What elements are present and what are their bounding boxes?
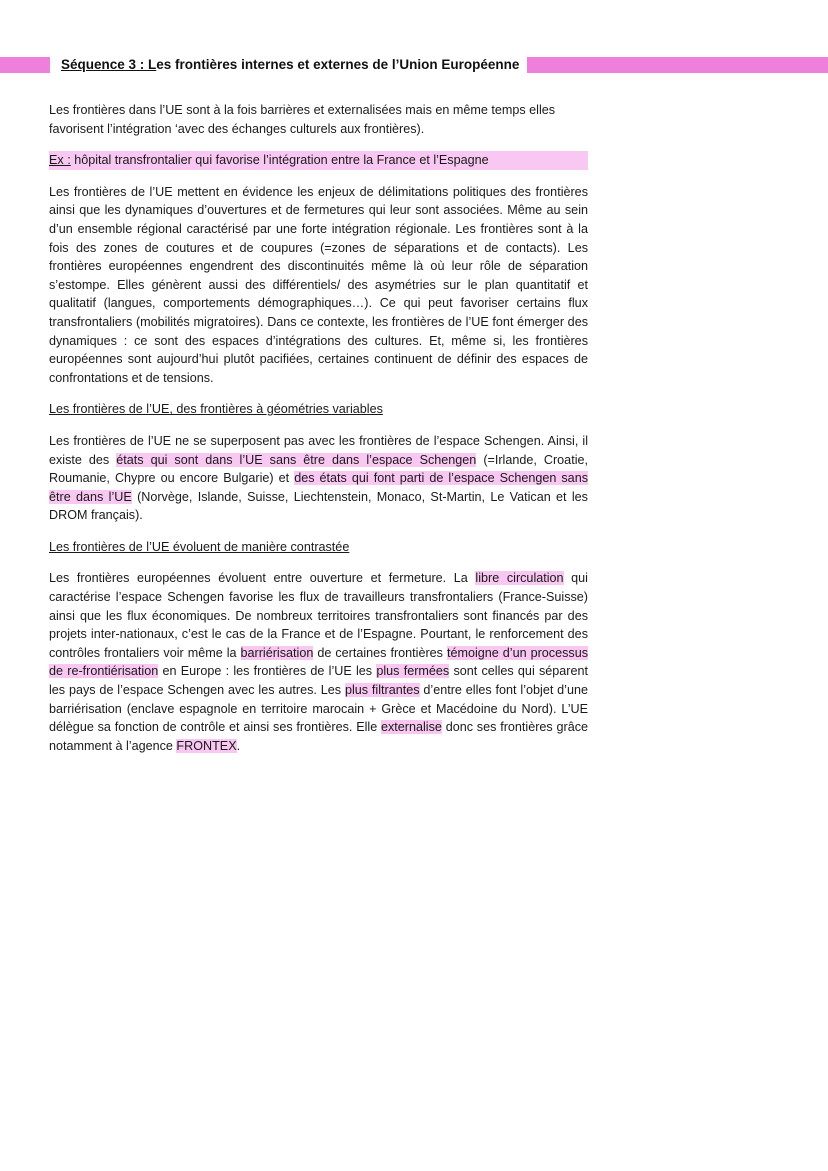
section2-text: d’entre elles font l’objet d’une barriérisation (enclave espagnole en territoire marocain + Grèce et Macédoine du Nord). L’UE délègue sa fonction de contrôle et ainsi ses frontières. Elle	[49, 683, 588, 735]
section2-text: en Europe : les frontières de l’UE les	[158, 664, 377, 679]
example-line	[49, 151, 588, 170]
section2-heading: Les frontières de l’UE évoluent de manière contrastée	[49, 539, 350, 554]
section1-paragraph	[49, 432, 588, 525]
paragraph-frontiers: Les frontières de l’UE mettent en évidence les enjeux de délimitations politiques des frontières ainsi que les dynamiques d’ouvertures et de fermetures qui leur sont associées. Même au sein d’un ensemble régional caractérisé par une forte intégration régionale. Les frontières sont à la fois des zones de coutures et de coupures (=zones de séparations et de contacts). Les frontières européennes engendrent des discontinuités même là où leur rôle de séparation s’estompe. Elles génèrent aussi des différentiels/ des asymétries sur le plan quantitatif et qualitatif (langues, comportements démographiques…). Ce qui peut favoriser certains flux transfrontaliers (mobilités migratoires). Dans ce contexte, les frontières de l’UE font émerger des dynamiques : ce sont des espaces d’intégrations des cultures. Et, même si, les frontières européennes sont aujourd’hui plutôt pacifiées, certaines continuent de définir des espaces de confrontations et de tensions.	[49, 184, 588, 385]
section1-text: Les frontières de l’UE ne se superposent pas avec les frontières de l’espace Schengen. Ainsi, il existe des	[49, 433, 588, 467]
header-bar-right	[527, 57, 828, 73]
section2-highlight: FRONTEX	[176, 738, 237, 753]
section2-text: de certaines frontières	[313, 645, 447, 660]
document-body	[49, 101, 588, 768]
section2-highlight: barriérisation	[240, 645, 314, 660]
section2-text: .	[236, 738, 241, 753]
section2-text: donc ses frontières grâce notamment à l’agence	[49, 720, 588, 753]
section2-highlight: témoigne d’un processus de re-frontiérisation	[49, 645, 588, 679]
section1-text: (Norvège, Islande, Suisse, Liechtenstein, Monaco, St-Martin, Le Vatican et les DROM français).	[49, 489, 588, 523]
section1-highlight: états qui sont dans l’UE sans être dans l’espace Schengen	[116, 452, 477, 467]
section1-text: (=Irlande, Croatie, Roumanie, Chypre ou encore Bulgarie) et	[49, 452, 588, 486]
section1-heading: Les frontières de l’UE, des frontières à géométries variables	[49, 402, 383, 417]
example-label: Ex :	[49, 153, 71, 168]
intro-paragraph: Les frontières dans l’UE sont à la fois barrières et externalisées mais en même temps elles favorisent l’intégration ‘avec des échanges culturels aux frontières).	[49, 103, 556, 136]
section2-paragraph	[49, 569, 588, 755]
section2-highlight: plus fermées	[376, 664, 450, 679]
example-text: hôpital transfrontalier qui favorise l’intégration entre la France et l’Espagne	[70, 153, 489, 168]
page-title-rest: es frontières internes et externes de l’Union Européenne	[156, 57, 520, 72]
page-title	[61, 55, 519, 75]
section2-highlight: externalise	[381, 720, 442, 735]
section2-highlight: plus filtrantes	[344, 683, 420, 698]
header-bar-left	[0, 57, 50, 73]
section2-text: sont celles qui séparent les pays de l’espace Schengen avec les autres. Les	[49, 664, 588, 698]
section2-text: Les frontières européennes évoluent entre ouverture et fermeture. La	[49, 571, 476, 586]
section2-highlight: libre circulation	[475, 571, 564, 586]
section2-text: qui caractérise l’espace Schengen favorise les flux de travailleurs transfrontaliers (France-Suisse) ainsi que les flux économiques. De nombreux territoires transfrontaliers sont financés par des projets inter-nationaux, c’est le cas de la France et de l’Espagne. Pourtant, le renforcement des contrôles frontaliers voir même la	[49, 571, 588, 660]
section1-highlight: des états qui font parti de l’espace Schengen sans être dans l’UE	[49, 471, 588, 504]
page-title-prefix: Séquence 3 : L	[61, 57, 157, 72]
